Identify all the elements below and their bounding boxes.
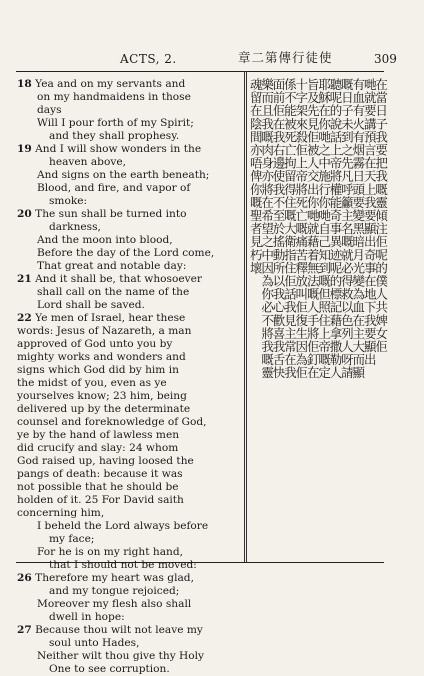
verse-text: And the moon into blood, xyxy=(37,234,173,246)
chinese-text-column-line: 面前佢在我右邊使我不至於搖動所以我心歡喜我舌快 xyxy=(271,78,286,380)
page-number: 309 xyxy=(374,52,397,66)
verse-text: not possible that he should be xyxy=(17,481,179,493)
verse-text: dwell in hope: xyxy=(49,611,125,623)
verse-text: days xyxy=(37,104,62,116)
chinese-text-column-line: 嘅日子未到之先凡呼籲主名嘅就必得救以色列人呀請 xyxy=(339,78,355,380)
english-verse-line xyxy=(17,390,243,403)
english-running-head: ACTS, 2. xyxy=(120,52,177,66)
verse-text: counsel and foreknowledge of God, xyxy=(17,416,207,428)
english-verse-line xyxy=(17,299,243,312)
verse-text: Therefore my heart was glad, xyxy=(35,572,194,584)
verse-text: holden of it. 25 For David saith xyxy=(17,494,184,506)
verse-text: Neither wilt thou give thy Holy xyxy=(37,650,205,662)
verse-text: the midst of you, even as ye xyxy=(17,377,167,389)
english-verse-line xyxy=(17,182,243,195)
english-verse-line xyxy=(17,572,243,585)
english-verse-line xyxy=(17,663,243,676)
verse-text: mighty works and wonders and xyxy=(17,351,186,363)
verse-text: Lord shall be saved. xyxy=(37,299,145,311)
english-verse-line xyxy=(17,481,243,494)
verse-text: The sun shall be turned into xyxy=(35,208,187,220)
english-verse-line xyxy=(17,455,243,468)
english-verse-line xyxy=(17,624,243,637)
english-verse-line xyxy=(17,273,243,286)
english-verse-line xyxy=(17,247,243,260)
verse-text: signs which God did by him in xyxy=(17,364,179,376)
verse-text: Ye men of Israel, hear these xyxy=(35,312,186,324)
verse-text: Will I pour forth of my Spirit; xyxy=(37,117,194,129)
english-verse-line xyxy=(17,598,243,611)
english-verse-line xyxy=(17,429,243,442)
chinese-text-column xyxy=(248,78,389,556)
verse-text: that I should not be moved: xyxy=(49,559,197,571)
english-verse-line xyxy=(17,494,243,507)
verse-text: Blood, and fire, and vapor of xyxy=(37,182,191,194)
chinese-text-column-line: 哋就要講預言在天上我要顯出奇事在地下我要顯出 xyxy=(362,78,378,367)
english-verse-line xyxy=(17,117,243,130)
verse-text: concerning him, xyxy=(17,507,105,519)
verse-text: Moreover my flesh also shall xyxy=(37,598,192,610)
chinese-text-column-line: 聽呢的說話上帝將權能奇事異迹呢的標記藉拿撒勒人 xyxy=(328,78,343,380)
verse-text: darkness, xyxy=(49,221,101,233)
english-verse-line xyxy=(17,78,243,91)
chinese-text-column-line: 係不能被死亡拘留得住嘅大衛指住佢話我見主常在我 xyxy=(282,78,298,380)
english-verse-line xyxy=(17,468,243,481)
english-verse-line xyxy=(17,611,243,624)
verse-text: heaven above, xyxy=(49,156,126,168)
english-verse-line xyxy=(17,520,243,533)
english-verse-line xyxy=(17,403,243,416)
chinese-text-column-line: 十字架來殺佢上帝將死亡嘅痛苦釋放叫佢復生因為佢 xyxy=(293,78,309,380)
chinese-text-column-line: 魂留在陰間亦唔俾你嘅聖者見朽壞 xyxy=(248,78,264,275)
english-verse-line xyxy=(17,559,243,572)
english-verse-line xyxy=(17,507,243,520)
english-verse-line xyxy=(17,221,243,234)
english-verse-line xyxy=(17,325,243,338)
verse-number: 27 xyxy=(17,624,32,636)
verse-text: pangs of death: because it was xyxy=(17,468,183,480)
chinese-text-column-line: 樂而且我嘅肉身亦將在希望之中因為你必不將我嘅靈 xyxy=(259,78,275,380)
english-verse-line xyxy=(17,104,243,117)
english-verse-line xyxy=(17,195,243,208)
english-verse-line xyxy=(17,338,243,351)
verse-text: shall call on the name of the xyxy=(37,286,190,298)
english-verse-line xyxy=(17,377,243,390)
verse-text: That great and notable day: xyxy=(37,260,187,272)
english-verse-line xyxy=(17,286,243,299)
english-verse-line xyxy=(17,169,243,182)
english-verse-line xyxy=(17,91,243,104)
verse-text: on my handmaidens in those xyxy=(37,91,191,103)
verse-text: And I will show wonders in the xyxy=(35,143,202,155)
verse-text: Because thou wilt not leave my xyxy=(35,624,203,636)
english-text-column xyxy=(17,78,243,676)
verse-text: approved of God unto you by xyxy=(17,338,173,350)
chinese-text-column-line: 旨及先見佢被人交出你哋就藉着無法嘅人手將佢釘在 xyxy=(305,78,321,380)
verse-number: 18 xyxy=(17,78,32,90)
verse-number: 20 xyxy=(17,208,32,220)
verse-text: ye by the hand of lawless men xyxy=(17,429,180,441)
english-verse-line xyxy=(17,650,243,663)
verse-number: 26 xyxy=(17,572,32,584)
verse-text: and they shall prophesy. xyxy=(49,130,180,142)
verse-text: Yea and on my servants and xyxy=(35,78,186,90)
english-verse-line xyxy=(17,143,243,156)
english-verse-line xyxy=(17,234,243,247)
english-verse-line xyxy=(17,156,243,169)
verse-text: One to see corruption. xyxy=(49,663,170,675)
verse-text: God raised up, having loosed the xyxy=(17,455,194,467)
english-verse-line xyxy=(17,546,243,559)
verse-number: 22 xyxy=(17,312,32,324)
verse-text: words: Jesus of Nazareth, a man xyxy=(17,325,192,337)
verse-text: smoke: xyxy=(49,195,88,207)
verse-text: and my tongue rejoiced; xyxy=(49,585,180,597)
verse-text: did crucify and slay: 24 whom xyxy=(17,442,179,454)
verse-number: 21 xyxy=(17,273,32,285)
english-verse-line xyxy=(17,312,243,325)
verse-text: For he is on my right hand, xyxy=(37,546,183,558)
english-verse-line xyxy=(17,442,243,455)
english-verse-line xyxy=(17,351,243,364)
chinese-text-column-line: 在當日子我要把我嘅靈傾注佢呢的僕人共婢女佢 xyxy=(373,78,389,354)
chinese-text-column-line: 耶穌在你哋之中施行你哋自己知到嘅但照住上帝嘅定 xyxy=(316,78,332,380)
header-rule xyxy=(16,71,384,72)
verse-text: yourselves know; 23 him, being xyxy=(17,390,187,402)
verse-text: delivered up by the determinate xyxy=(17,403,191,415)
chinese-text-column-line: 有血有火有烟霧日頭要變黑暗月光變為血在主大而顯 xyxy=(350,78,366,380)
verse-text: Before the day of the Lord come, xyxy=(37,247,215,259)
english-verse-line xyxy=(17,585,243,598)
verse-text: my face; xyxy=(49,533,95,545)
english-verse-line xyxy=(17,533,243,546)
column-divider xyxy=(246,71,247,562)
column-divider xyxy=(244,71,245,562)
verse-text: soul unto Hades, xyxy=(49,637,140,649)
verse-text: I beheld the Lord always before xyxy=(37,520,209,532)
english-verse-line xyxy=(17,130,243,143)
verse-number: 19 xyxy=(17,143,32,155)
english-verse-line xyxy=(17,416,243,429)
verse-text: And signs on the earth beneath; xyxy=(37,169,210,181)
chinese-running-head: 章二第傳行徒使 xyxy=(238,50,333,65)
english-verse-line xyxy=(17,260,243,273)
verse-text: And it shall be, that whosoever xyxy=(35,273,202,285)
english-verse-line xyxy=(17,208,243,221)
english-verse-line xyxy=(17,637,243,650)
english-verse-line xyxy=(17,364,243,377)
